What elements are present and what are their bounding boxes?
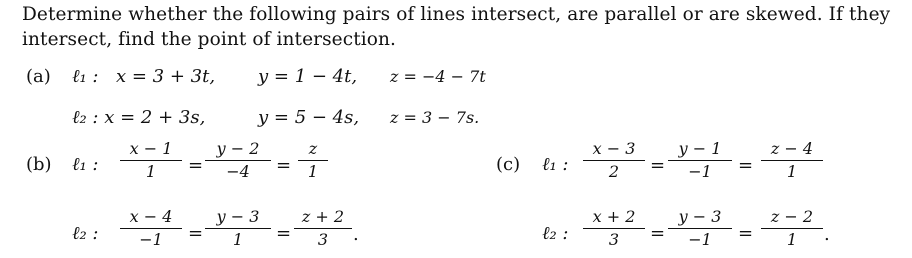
denominator: 3	[608, 230, 620, 249]
equals-sign: =	[276, 155, 292, 176]
period: .	[824, 224, 830, 245]
part-b-l1-fraction-x	[120, 140, 182, 181]
equals-sign: =	[738, 155, 754, 176]
part-c-label: (c)	[496, 154, 521, 175]
part-b-l2-name: ℓ₂ :	[72, 223, 99, 244]
part-c-l2-fraction-y	[668, 208, 732, 249]
denominator: 1	[145, 162, 157, 181]
denominator: −1	[688, 162, 712, 181]
part-a-l2-name: ℓ₂ : x = 2 + 3s,	[72, 107, 206, 128]
part-a-l1-y: y = 1 − 4t,	[258, 66, 358, 87]
part-c-l1-fraction-z	[761, 140, 823, 181]
numerator: z − 4	[761, 140, 823, 161]
denominator: −4	[226, 162, 250, 181]
part-b-label: (b)	[26, 154, 52, 175]
equals-sign: =	[650, 155, 666, 176]
numerator: x − 1	[120, 140, 182, 161]
part-a-l1-x: x = 3 + 3t,	[116, 66, 216, 87]
equals-sign: =	[650, 223, 666, 244]
period: .	[353, 224, 359, 245]
part-a-l2-z: z = 3 − 7s.	[390, 108, 480, 127]
denominator: 3	[317, 230, 329, 249]
numerator: z + 2	[294, 208, 352, 229]
part-c-l1-fraction-y	[668, 140, 732, 181]
equals-sign: =	[188, 223, 204, 244]
numerator: x + 2	[583, 208, 645, 229]
numerator: y − 2	[205, 140, 271, 161]
part-c-l1-fraction-x	[583, 140, 645, 181]
part-a-l1-name: ℓ₁ :	[72, 66, 99, 87]
part-a-label: (a)	[26, 66, 51, 87]
prompt-text: Determine whether the following pairs of lines intersect, are parallel or are skewed. If they intersect, find the point of intersection.	[22, 4, 891, 50]
denominator: −1	[688, 230, 712, 249]
part-b-l1-name: ℓ₁ :	[72, 154, 99, 175]
numerator: y − 3	[668, 208, 732, 229]
denominator: 2	[608, 162, 620, 181]
denominator: 1	[786, 230, 798, 249]
equals-sign: =	[276, 223, 292, 244]
denominator: −1	[139, 230, 163, 249]
part-c-l2-name: ℓ₂ :	[542, 223, 569, 244]
part-c-l2-fraction-x	[583, 208, 645, 249]
numerator: z − 2	[761, 208, 823, 229]
part-a-l1-z: z = −4 − 7t	[390, 67, 486, 86]
denominator: 1	[307, 162, 319, 181]
numerator: y − 1	[668, 140, 732, 161]
part-b-l2-fraction-y	[205, 208, 271, 249]
denominator: 1	[786, 162, 798, 181]
part-b-l1-fraction-z	[298, 140, 328, 181]
part-b-l1-fraction-y	[205, 140, 271, 181]
denominator: 1	[232, 230, 244, 249]
part-b-l2-fraction-z	[294, 208, 352, 249]
numerator: z	[298, 140, 328, 161]
part-b-l2-fraction-x	[120, 208, 182, 249]
part-c-l2-fraction-z	[761, 208, 823, 249]
numerator: x − 4	[120, 208, 182, 229]
part-a-l2-y: y = 5 − 4s,	[258, 107, 360, 128]
equals-sign: =	[738, 223, 754, 244]
part-c-l1-name: ℓ₁ :	[542, 154, 569, 175]
numerator: x − 3	[583, 140, 645, 161]
equals-sign: =	[188, 155, 204, 176]
numerator: y − 3	[205, 208, 271, 229]
